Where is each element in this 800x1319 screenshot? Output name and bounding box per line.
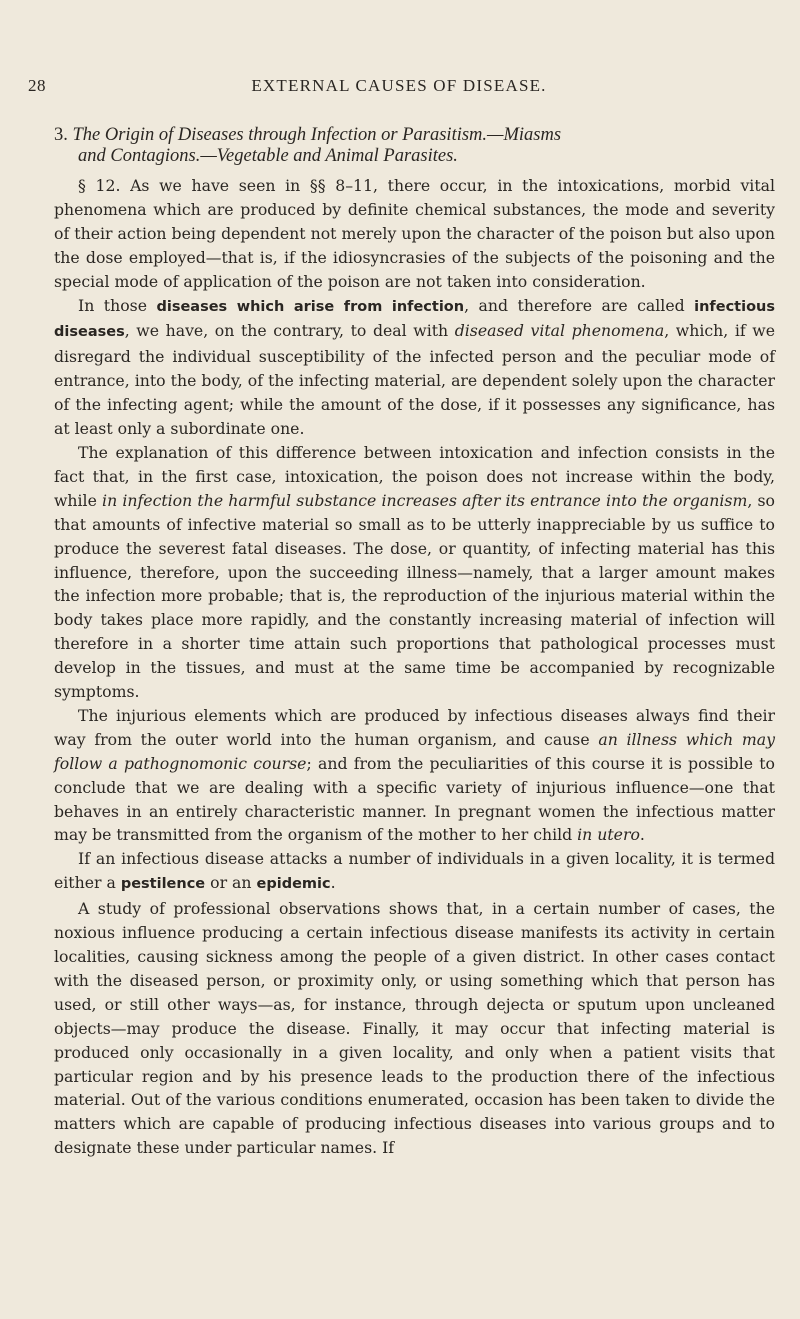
text-run: . bbox=[639, 825, 645, 845]
text-run: If an infectious disease attacks a number of individuals in a given locality, it is termed either a bbox=[54, 849, 775, 893]
emphasis-infectious-diseases: infectious diseases bbox=[54, 298, 775, 341]
emphasis-diseases-from-infection: diseases which arise from infection bbox=[156, 298, 465, 315]
text-run: The explanation of this difference between intoxication and infection consists in the fact that, in the first case, intoxication, the poison does not increase within the body, while bbox=[54, 442, 775, 510]
text-run: , we have, on the contrary, to deal with bbox=[124, 321, 455, 341]
section-heading bbox=[54, 125, 774, 167]
page-number: 28 bbox=[28, 76, 46, 95]
paragraph-intoxications: § 12. As we have seen in §§ 8–11, there occur, in the intoxications, morbid vital phenomena which are produced by definite chemical substances, the mode and severity of their action being dependent not merely upon the character of the poison but also upon the dose employed—that is, if the idiosyncrasies of the subjects of the poisoning and the special mode of application of the poison are not taken into consideration. bbox=[54, 176, 775, 291]
section-number: 3. bbox=[54, 125, 68, 145]
text-run: ; and from the peculiarities of this course it is possible to conclude that we are dealing with a specific variety of injurious influence—one that behaves in an entirely characteristic manner. In pregnant women the infectious matter may be transmitted from the organism of the mother to her child bbox=[54, 753, 775, 845]
emphasis-pathognomonic-course: an illness which may follow a pathognomonic course bbox=[54, 729, 775, 773]
paragraph-explanation bbox=[54, 441, 775, 704]
text-run: , and therefore are called bbox=[464, 295, 695, 315]
emphasis-epidemic: epidemic bbox=[256, 876, 331, 893]
paragraph-infection-definition bbox=[54, 294, 775, 441]
section-title-line1: The Origin of Diseases through Infection or Parasitism.—Miasms bbox=[72, 125, 562, 145]
section-title-line2: and Contagions.—Vegetable and Animal Parasites. bbox=[78, 146, 458, 166]
text-run: . bbox=[330, 873, 336, 893]
emphasis-pestilence: pestilence bbox=[120, 876, 206, 893]
text-run: , so that amounts of infective material so small as to be utterly inappreciable by us suffice to produce the severest fatal diseases. The dose, or quantity, of infecting material has this influence, therefore, upon the succeeding illness—namely, that a larger amount makes the infection more probable; that is, the reproduction of the injurious material within the body takes place more rapidly, and the constantly increasing material of infection will therefore in a shorter time attain such proportions that pathological processes must develop in the tissues, and must at the same time be accompanied by recognizable symptoms. bbox=[54, 490, 775, 702]
emphasis-diseased-vital-phenomena: diseased vital phenomena bbox=[454, 321, 665, 341]
text-run: In those bbox=[78, 295, 157, 315]
text-run: , which, if we disregard the individual susceptibility of the infected person and the peculiar mode of entrance, into the body, of the infecting material, are dependent solely upon the character of the infecting agent; while the amount of the dose, if it possesses any significance, has at least only a subordinate one. bbox=[54, 321, 775, 439]
emphasis-harmful-substance: in infection the harmful substance increases after its entrance into the organism bbox=[102, 490, 748, 510]
text-run: or an bbox=[205, 873, 257, 893]
emphasis-in-utero: in utero bbox=[577, 825, 640, 845]
text-run: The injurious elements which are produced by infectious diseases always find their way from the outer world into the human organism, and cause bbox=[54, 705, 775, 749]
running-head bbox=[28, 76, 770, 100]
paragraph-injurious-elements bbox=[54, 704, 775, 847]
running-title: EXTERNAL CAUSES OF DISEASE. bbox=[251, 76, 547, 95]
paragraph-epidemic bbox=[54, 847, 775, 897]
body-text bbox=[54, 174, 775, 1160]
paragraph-observations: A study of professional observations shows that, in a certain number of cases, the noxious influence producing a certain infectious disease manifests its activity in certain localities, causing sickness among the people of a given district. In other cases contact with the diseased person, or proximity only, or using something which that person has used, or still other ways—as, for instance, through dejecta or sputum upon uncleaned objects—may produce the disease. Finally, it may occur that infecting material is produced only occasionally in a given locality, and only when a patient visits that particular region and by his presence leads to the production there of the infectious material. Out of the various conditions enumerated, occasion has been taken to divide the matters which are capable of producing infectious diseases into various groups and to designate these under particular names. If bbox=[54, 899, 775, 1158]
